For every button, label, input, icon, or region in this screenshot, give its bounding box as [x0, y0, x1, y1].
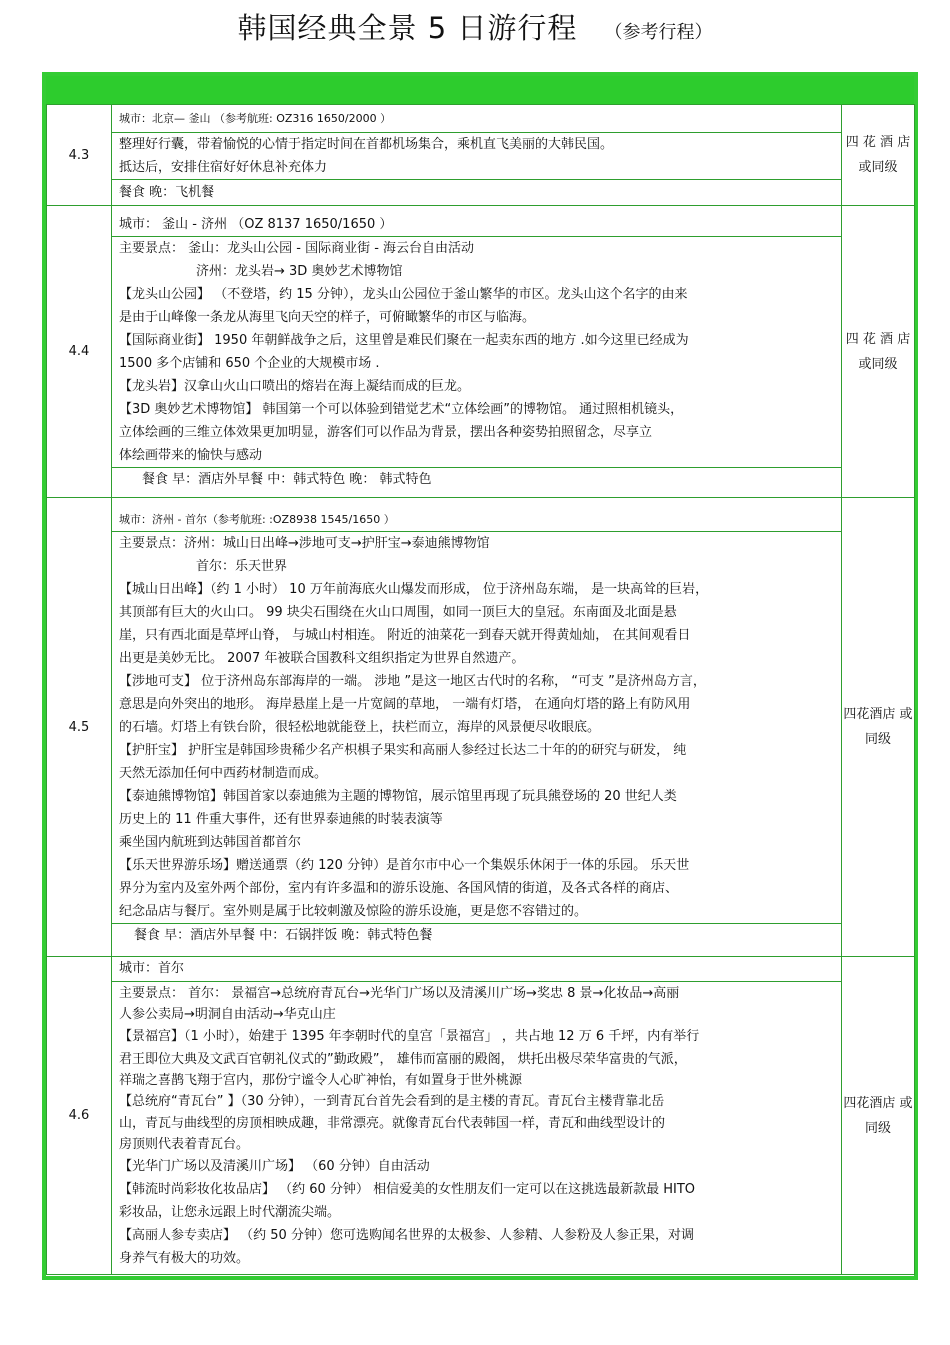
day-date: 4.3 [47, 105, 112, 206]
text-line: 房顶则代表着青瓦台。 [119, 1137, 250, 1152]
meal-line: 餐食 早：酒店外早餐 中：韩式特色 晚： 韩式特色 [142, 471, 432, 487]
text-line: 纪念品店与餐厅。室外则是属于比较刺激及惊险的游乐设施，更是您不容错过的。 [112, 900, 841, 924]
text-line: 历史上的 11 件重大事件，还有世界泰迪熊的时装表演等 [119, 811, 443, 827]
text-line: 【龙头山公园】 （不登塔，约 15 分钟），龙头山公园位于釜山繁华的市区。龙头山这个名字的由来 [119, 286, 688, 302]
text-line: 【3D 奥妙艺术博物馆】 韩国第一个可以体验到错觉艺术“立体绘画”的博物馆。 通过照相机镜头， [119, 401, 684, 417]
day-content [112, 105, 842, 206]
text-line: 【景福宫】（1 小时），始建于 1395 年李朝时代的皇宫「景福宫」 ，共占地 12 万 6 千坪，内有举行 [119, 1029, 700, 1044]
text-line: 1500 多个店铺和 650 个企业的大规模市场 . [119, 355, 380, 371]
text-line: 祥瑞之喜鹊飞翔于宫内，那份宁谧令人心旷神怡，有如置身于世外桃源 [119, 1073, 523, 1088]
text-line: 【总统府“青瓦台” 】（30 分钟），一到青瓦台首先会看到的是主楼的青瓦。青瓦台主楼背靠北岳 [119, 1094, 665, 1109]
text-line: 天然无添加任何中西药材制造而成。 [119, 765, 328, 781]
text-line: 出更是美妙无比。 2007 年被联合国教科文组织指定为世界自然遗产。 [119, 650, 525, 666]
day-date: 4.5 [47, 498, 112, 957]
text-line: 【韩流时尚彩妆化妆品店】 （约 60 分钟） 相信爱美的女性朋友们一定可以在这挑选最新款最 HITO [119, 1182, 695, 1197]
text-line: 【光华门广场以及清溪川广场】 （60 分钟）自由活动 [119, 1159, 430, 1174]
text-line: 主要景点：济州：城山日出峰→涉地可支→护肝宝→泰迪熊博物馆 [119, 535, 490, 551]
day-content [112, 498, 842, 957]
text-line: 体绘画带来的愉快与感动 [112, 444, 841, 468]
text-line: 【乐天世界游乐场】赠送通票（约 120 分钟）是首尔市中心一个集娱乐休闲于一体的乐园。 乐天世 [119, 857, 690, 873]
text-line: 【城山日出峰】（约 1 小时） 10 万年前海底火山爆发而形成， 位于济州岛东端， 是一块高耸的巨岩， [119, 581, 709, 597]
day-row [47, 105, 915, 206]
hotel-cell: 四 花 酒 店 或同级 [842, 105, 915, 206]
text-line: 主要景点： 首尔： 景福宫→总统府青瓦台→光华门广场以及清溪川广场→奖忠 8 景→化妆品→高丽 [119, 986, 680, 1001]
text-line: 人参公卖局→明洞自由活动→华克山庄 [119, 1007, 336, 1022]
hotel-cell: 四花酒店 或同级 [842, 498, 915, 957]
text-line: 意思是向外突出的地形。 海岸悬崖上是一片宽阔的草地， 一端有灯塔， 在通向灯塔的路上有防风用 [119, 696, 691, 712]
itinerary-subtitle: （参考行程） [604, 22, 713, 43]
text-line: 崖，只有西北面是草坪山脊， 与城山村相连。 附近的油菜花一到春天就开得黄灿灿， 在其间观看日 [119, 627, 691, 643]
city-line: 城市： 釜山 - 济州 （OZ 8137 1650/1650 ） [112, 213, 841, 237]
itinerary-table [46, 104, 915, 1275]
text-line: 抵达后，安排住宿好好休息补充体力 [112, 156, 841, 180]
text-line: 的石墙。灯塔上有铁台阶，很轻松地就能登上，扶栏而立，海岸的风景便尽收眼底。 [119, 719, 601, 735]
day-date: 4.6 [47, 957, 112, 1275]
day-row [47, 206, 915, 498]
page-title [0, 6, 950, 47]
day-content [112, 957, 842, 1275]
meal-line: 餐食 早：酒店外早餐 中：石锅拌饭 晚：韩式特色餐 [134, 927, 433, 943]
text-line: 其顶部有巨大的火山口。 99 块尖石围绕在火山口周围，如同一顶巨大的皇冠。东南面及北面是悬 [119, 604, 677, 620]
day-row [47, 957, 915, 1275]
text-line: 界分为室内及室外两个部份，室内有许多温和的游乐设施、各国风情的街道，及各式各样的商店、 [119, 880, 679, 896]
day-date: 4.4 [47, 206, 112, 498]
text-line: 山，青瓦与曲线型的房顶相映成趣，非常漂亮。就像青瓦台代表韩国一样，青瓦和曲线型设计的 [119, 1116, 666, 1131]
hotel-cell: 四 花 酒 店 或同级 [842, 206, 915, 498]
text-line: 济州：龙头岩→ 3D 奥妙艺术博物馆 [196, 263, 403, 279]
text-line: 【高丽人参专卖店】 （约 50 分钟）您可选购闻名世界的太极参、人参精、人参粉及人参正果，对调 [119, 1228, 694, 1243]
day-row [47, 498, 915, 957]
text-line: 整理好行囊，带着愉悦的心情于指定时间在首都机场集合，乘机直飞美丽的大韩民国。 [119, 136, 614, 152]
text-line: 【龙头岩】汉拿山火山口喷出的熔岩在海上凝结而成的巨龙。 [119, 378, 471, 394]
text-line: 【国际商业街】 1950 年朝鲜战争之后，这里曾是难民们聚在一起卖东西的地方 .如今这里已经成为 [119, 332, 689, 348]
header-bar [46, 76, 914, 104]
text-line: 身养气有极大的功效。 [119, 1251, 250, 1266]
text-line: 是由于山峰像一条龙从海里飞向天空的样子，可俯瞰繁华的市区与临海。 [119, 309, 536, 325]
meal-line: 餐食 晚：飞机餐 [119, 184, 215, 200]
itinerary-title: 韩国经典全景 5 日游行程 [237, 11, 578, 45]
hotel-cell: 四花酒店 或同级 [842, 957, 915, 1275]
text-line: 首尔：乐天世界 [196, 558, 288, 574]
text-line: 【涉地可支】 位于济州岛东部海岸的一端。 涉地 ”是这一地区古代时的名称， “可支 ”是济州岛方言， [119, 673, 706, 689]
day-content [112, 206, 842, 498]
text-line: 主要景点： 釜山：龙头山公园 - 国际商业街 - 海云台自由活动 [119, 240, 475, 256]
text-line: 【泰迪熊博物馆】韩国首家以泰迪熊为主题的博物馆，展示馆里再现了玩具熊登场的 20 世纪人类 [119, 788, 677, 804]
text-line: 乘坐国内航班到达韩国首都首尔 [119, 834, 302, 850]
city-line: 城市：首尔 [112, 957, 841, 982]
city-line: 城市：北京— 釜山 （参考航班: OZ316 1650/2000 ） [112, 106, 841, 133]
text-line: 君王即位大典及文武百官朝礼仪式的”勤政殿”， 雄伟而富丽的殿阁， 烘托出极尽荣华富贵的气派， [119, 1052, 687, 1067]
text-line: 【护肝宝】 护肝宝是韩国珍贵稀少名产枳椇子果实和高丽人参经过长达二十年的的研究与研发， 纯 [119, 742, 687, 758]
text-line: 立体绘画的三维立体效果更加明显，游客们可以作品为背景，摆出各种姿势拍照留念，尽享立 [119, 424, 653, 440]
text-line: 彩妆品，让您永远跟上时代潮流尖端。 [119, 1205, 341, 1220]
city-line: 城市：济州 - 首尔（参考航班: :OZ8938 1545/1650 ） [112, 508, 841, 532]
